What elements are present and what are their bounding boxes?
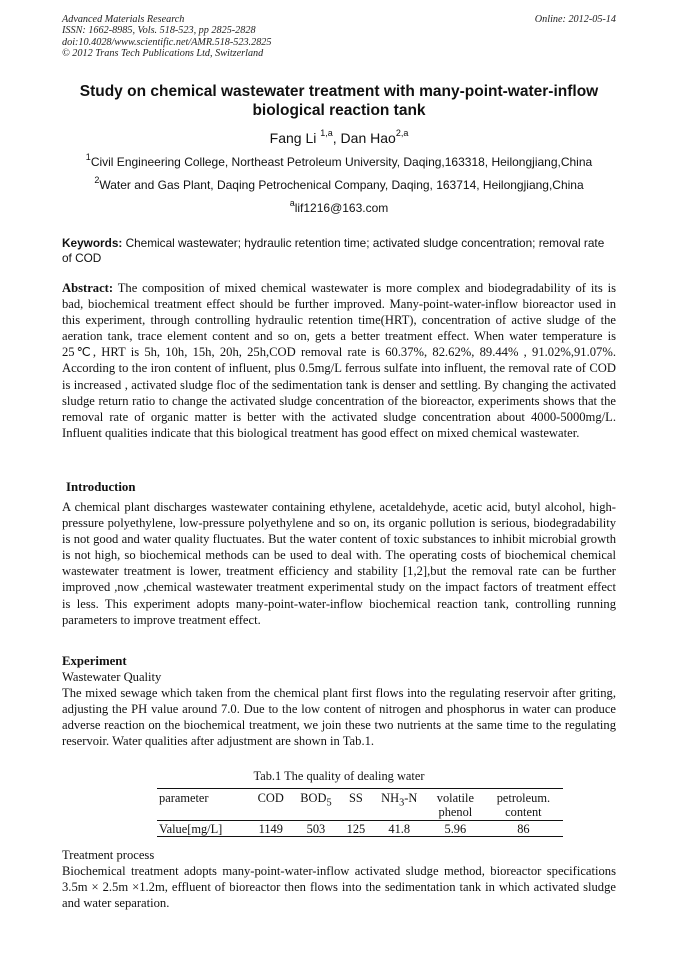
abstract — [62, 280, 616, 441]
affiliation-1-mark: 1 — [85, 152, 91, 162]
paper-title — [62, 82, 616, 120]
introduction-text: A chemical plant discharges wastewater containing ethylene, acetaldehyde, acetic acid, butyl alcohol, high-pressure polyethylene, low-pressure polyethylene and so on, its organic pollution is serious, biodegradability is not good and water quality fluctuates. But the water content of toxic substances to inhibit microbial growth is not high, so biochemical methods can be used to deal with. The operating costs of biochemical chemical wastewater treatment is lower, treatment efficiency and stability [1,2],but the removal rate can be further improved ,now ,chemical wastewater treatment experimental study on the impact factors of treatment effect is less. This experiment adopts many-point-water-inflow biochemical reaction tank, controlling running parameters to improve treatment effect. — [62, 500, 616, 627]
table-1-caption: Tab.1 The quality of dealing water — [253, 769, 425, 783]
treatment-process-text: Biochemical treatment adopts many-point-water-inflow activated sludge method, bioreactor specifications 3.5m × 2.5m ×1.2m, effluent of bioreactor then flows into the sedimentation tank in which activated sludge and water separation. — [62, 864, 616, 911]
col-cod: COD — [257, 791, 284, 805]
cell-bod5: 503 — [306, 822, 326, 836]
col-volatile-phenol: volatile phenol — [436, 791, 474, 819]
introduction-heading: Introduction — [66, 480, 136, 494]
col-nh3n: $NH_3-N$ — [381, 791, 418, 809]
affiliation-2-mark: 2 — [94, 175, 100, 185]
affiliation-1 — [62, 152, 616, 170]
email-text: lif1216@163.com — [294, 201, 389, 215]
col-petroleum-content: petroleum. content — [496, 791, 551, 819]
treatment-process-subheading: Treatment process — [62, 848, 155, 862]
author-1-affil-mark: 1,a — [320, 128, 333, 139]
col-bod5: $BOD_5$ — [300, 791, 332, 809]
col-ss: SS — [349, 791, 363, 805]
wastewater-quality-text: The mixed sewage which taken from the chemical plant first flows into the regulating reservoir after griting, adjusting the PH value around 7.0. Due to the low content of nitrogen and phosphorus in water can produce adverse reaction on the biochemical treatment, we join these two nutrients at the same time to the regulating reservoir. Water qualities after adjustment are shown in Tab.1. — [62, 686, 616, 749]
affiliation-2-text: Water and Gas Plant, Daqing Petrochenical Company, Daqing, 163714, Heilongjiang,China — [99, 178, 584, 192]
online-date: Online: 2012-05-14 — [534, 14, 616, 25]
author-email — [62, 198, 616, 216]
journal-header — [62, 14, 616, 59]
wastewater-quality-subheading: Wastewater Quality — [62, 670, 162, 684]
author-2-affil-mark: 2,a — [395, 128, 409, 139]
author-list — [62, 129, 616, 147]
abstract-label: Abstract: — [62, 281, 114, 295]
author-1-name: Fang Li — [269, 130, 321, 146]
copyright-line: © 2012 Trans Tech Publications Ltd, Switzerland — [62, 47, 264, 59]
cell-petroleum-content: 86 — [517, 822, 530, 836]
cell-cod: 1149 — [258, 822, 283, 836]
cell-volatile-phenol: 5.96 — [444, 822, 467, 836]
keywords-label: Keywords: — [62, 236, 123, 250]
author-2-name: , Dan Hao — [332, 130, 396, 146]
keywords-text: Chemical wastewater; hydraulic retention time; activated sludge concentration; removal rate of COD — [62, 236, 605, 265]
experiment-heading: Experiment — [62, 654, 127, 668]
cell-nh3n: 41.8 — [388, 822, 411, 836]
title-line-1: Study on chemical wastewater treatment with many-point-water-inflow — [79, 83, 599, 100]
affiliation-1-text: Civil Engineering College, Northeast Petroleum University, Daqing,163318, Heilongjiang,China — [90, 155, 593, 169]
email-mark: a — [289, 198, 295, 208]
keywords — [62, 236, 616, 266]
table-header-row — [157, 789, 563, 821]
abstract-text: The composition of mixed chemical wastewater is more complex and biodegradability of its is bad, biochemical treatment effect should be further improved. Many-point-water-inflow bioreactor used in this experiment, through controlling hydraulic retention time(HRT), concentration of active sludge of the aeration tank, trace element content and so on, gets a better treatment effect. When water temperature is 25℃, HRT is 5h, 10h, 15h, 20h, 25h,COD removal rate is 60.37%, 82.62%, 89.44% , 91.02%,91.07%. According to the iron content of influent, plus 0.5mg/L ferrous sulfate into influent, the removal rate of COD is increased , activated sludge floc of the sedimentation tank is denser and settling. By changing the activated sludge return ratio to change the activated sludge concentration of the bioreactor, experiments shows that the removal rate of organic matter is better with the activated sludge concentration about 4000-5000mg/L. Influent qualities indicate that this biological treatment has good effect on mixed chemical wastewater. — [62, 281, 616, 440]
table-row — [157, 821, 563, 837]
issn-line: ISSN: 1662-8985, Vols. 518-523, pp 2825-2828 — [62, 25, 256, 37]
journal-name: Advanced Materials Research — [62, 14, 185, 25]
doi-line: doi:10.4028/www.scientific.net/AMR.518-523.2825 — [62, 36, 272, 48]
title-line-2: biological reaction tank — [252, 102, 426, 119]
col-parameter: parameter — [159, 791, 209, 805]
cell-label: Value[mg/L] — [159, 822, 223, 836]
cell-ss: 125 — [346, 822, 366, 836]
affiliation-2 — [62, 175, 616, 193]
table-1 — [157, 788, 563, 837]
